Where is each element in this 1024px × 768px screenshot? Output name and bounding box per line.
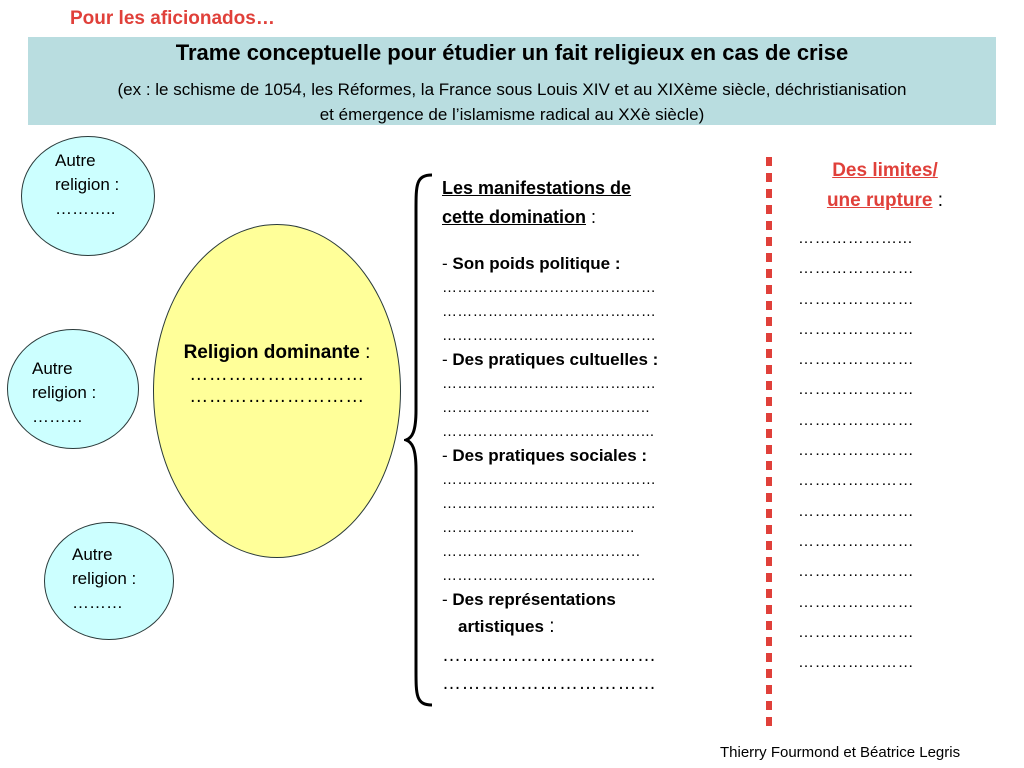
other-religion-word: Autre (55, 151, 96, 170)
dotted-line: ………………... (798, 230, 913, 247)
dotted-line: ………………… (798, 381, 915, 399)
manifestation-label-cont: artistiques (458, 617, 544, 636)
other-religion-word: Autre (72, 545, 113, 564)
dotted-line: ………………… (798, 442, 915, 460)
page-title: Trame conceptuelle pour étudier un fait religieux en cas de crise (175, 40, 849, 65)
limits-dots-list (798, 224, 998, 678)
curly-brace-icon (404, 170, 438, 710)
dotted-line: ………………… (798, 411, 915, 429)
dotted-line: ………………… (798, 260, 915, 278)
manifestation-label: Des pratiques sociales : (452, 446, 648, 465)
dominant-religion-label (153, 342, 401, 408)
other-religion-dots: ……….. (55, 199, 116, 218)
bullet-dash: - (442, 446, 453, 465)
kicker-title: Pour les aficionados… (70, 8, 275, 29)
other-religion-label: religion : (72, 569, 137, 588)
dotted-line: ………………… (798, 320, 915, 338)
limits-colon: : (932, 190, 944, 211)
dotted-line: …………………………………… (442, 303, 657, 320)
manifestations-title-colon: : (586, 207, 597, 227)
dotted-line: ………………… (798, 563, 915, 581)
other-religion-label: religion : (55, 175, 120, 194)
manifestation-political (442, 252, 752, 276)
other-religion-text-2 (32, 357, 96, 429)
other-religion-text-3 (72, 543, 136, 615)
manifestation-label: Des représentations (452, 590, 616, 609)
dotted-line: ………………………………… (442, 543, 641, 560)
dotted-line: ………………… (798, 472, 915, 490)
dotted-line: …………………………… (442, 673, 657, 694)
dotted-line: ………………… (798, 623, 915, 641)
bullet-dash: - (442, 350, 453, 369)
bullet-dash: - (442, 254, 453, 273)
dotted-line: …………………………………… (442, 495, 657, 512)
dominant-religion-dots-1: ……………………… (189, 364, 365, 385)
manifestation-label: Des pratiques cultuelles : (452, 350, 659, 369)
dotted-line: …………………………………... (442, 423, 655, 440)
dotted-line: …………………………………… (442, 567, 657, 584)
manifestation-cultual (442, 348, 752, 372)
dotted-line: ………………… (798, 593, 915, 611)
dominant-religion-colon: : (359, 342, 371, 363)
manifestations-title-line-2: cette domination (442, 207, 587, 227)
other-religion-text-1 (55, 149, 119, 221)
dominant-religion-dots-2: ……………………… (189, 386, 365, 407)
dashed-separator (764, 155, 774, 735)
dotted-line: ………………… (798, 502, 915, 520)
limits-title-line-1: Des limites/ (832, 160, 938, 181)
dotted-line: ………………… (798, 351, 915, 369)
bullet-dash: - (442, 590, 453, 609)
subtitle-line-2: et émergence de l’islamisme radical au XXè siècle) (319, 105, 705, 124)
page-subtitle (40, 77, 984, 127)
dotted-line: …………………………………… (442, 375, 657, 392)
subtitle-line-1: (ex : le schisme de 1054, les Réformes, la France sous Louis XIV et au XIXème siècle, déchristianisation (117, 80, 907, 99)
other-religion-dots: ……… (32, 407, 83, 426)
dotted-line: ………………………………….. (442, 399, 650, 416)
dotted-line: ………………… (798, 654, 915, 672)
dominant-religion-title: Religion dominante (183, 342, 360, 363)
dotted-line: …………………………………… (442, 327, 657, 344)
other-religion-label: religion : (32, 383, 97, 402)
dotted-line: …………………………………… (442, 471, 657, 488)
limits-title (790, 156, 980, 216)
manifestations-column (442, 174, 752, 698)
dotted-line: …………………………… (442, 645, 657, 666)
manifestation-label: Son poids politique : (452, 254, 621, 273)
dotted-line: …………………………………… (442, 279, 657, 296)
limits-title-line-2: une rupture (826, 190, 933, 211)
manifestation-artistic (442, 588, 752, 612)
manifestations-title-line-1: Les manifestations de (442, 178, 632, 198)
author-credit: Thierry Fourmond et Béatrice Legris (720, 744, 961, 761)
dotted-line: ………………… (798, 290, 915, 308)
other-religion-dots: ……… (72, 593, 123, 612)
other-religion-word: Autre (32, 359, 73, 378)
dotted-line: ………………… (798, 532, 915, 550)
manifestation-social (442, 444, 752, 468)
manifestation-colon: : (543, 616, 555, 637)
dotted-line: ……………………………….. (442, 519, 635, 536)
